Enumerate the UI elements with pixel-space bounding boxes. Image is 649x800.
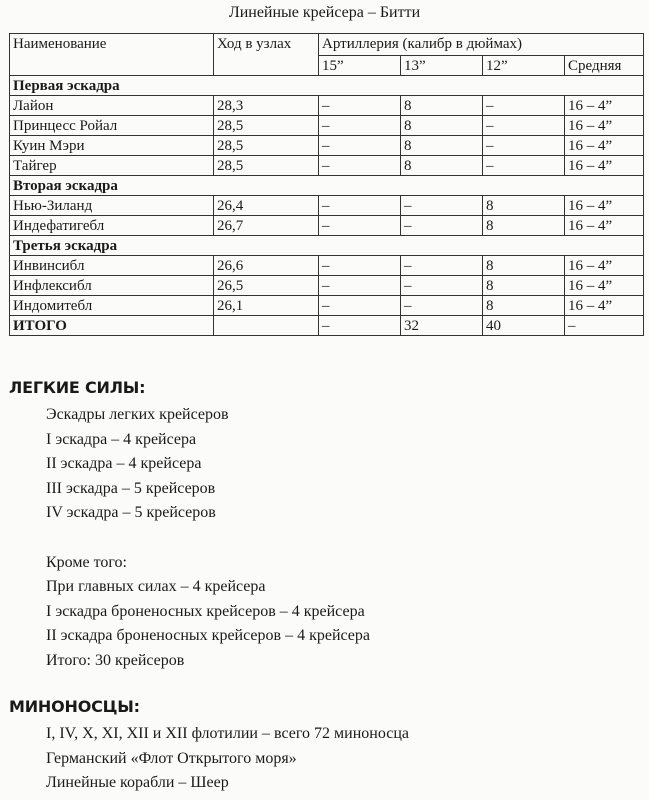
- ship-name: Лайон: [10, 96, 214, 116]
- light-forces-line: IV эскадра – 5 крейсеров: [46, 504, 216, 521]
- caliber-15-cell: –: [319, 256, 401, 276]
- light-forces-line: II эскадра броненосных крейсеров – 4 крейсера: [46, 627, 371, 644]
- ship-row: [10, 96, 644, 116]
- squadron-name: Вторая эскадра: [10, 176, 644, 196]
- caliber-13-cell: 8: [401, 136, 483, 156]
- caliber-13-cell: –: [401, 196, 483, 216]
- caliber-15-cell: –: [319, 316, 401, 336]
- ship-name: Тайгер: [10, 156, 214, 176]
- speed-cell: 26,5: [214, 276, 319, 296]
- caliber-12-cell: 8: [483, 296, 565, 316]
- header-name: Наименование: [10, 34, 214, 76]
- destroyers-line: Германский «Флот Открытого моря»: [46, 749, 297, 767]
- light-forces-line: При главных силах – 4 крейсера: [46, 578, 266, 595]
- ship-row: [10, 276, 644, 296]
- ship-row: [10, 136, 644, 156]
- caliber-13-cell: 8: [401, 156, 483, 176]
- caliber-12-cell: 8: [483, 276, 565, 296]
- ship-name: Куин Мэри: [10, 136, 214, 156]
- ship-row: [10, 116, 644, 136]
- speed-cell: 28,5: [214, 156, 319, 176]
- squadron-name: Первая эскадра: [10, 76, 644, 96]
- caliber-13-cell: 8: [401, 96, 483, 116]
- header-caliber-13: 13”: [401, 56, 483, 76]
- secondary-cell: 16 – 4”: [565, 156, 644, 176]
- speed-cell: 26,6: [214, 256, 319, 276]
- ship-name: Индомитебл: [10, 296, 214, 316]
- secondary-cell: 16 – 4”: [565, 196, 644, 216]
- caliber-12-cell: –: [483, 136, 565, 156]
- destroyers-line: I, IV, X, XI, XII и XII флотилии – всего 72 миноносца: [46, 725, 409, 742]
- ship-row: [10, 156, 644, 176]
- caliber-15-cell: –: [319, 96, 401, 116]
- caliber-12-cell: –: [483, 116, 565, 136]
- caliber-13-cell: –: [401, 276, 483, 296]
- light-forces-line: Эскадры легких крейсеров: [46, 406, 229, 423]
- caliber-12-cell: 8: [483, 256, 565, 276]
- battlecruiser-table: [9, 33, 644, 336]
- destroyers-heading: МИНОНОСЦЫ:: [9, 697, 140, 716]
- speed-cell: [214, 316, 319, 336]
- speed-cell: 26,4: [214, 196, 319, 216]
- caliber-12-cell: –: [483, 96, 565, 116]
- secondary-cell: 16 – 4”: [565, 136, 644, 156]
- caliber-12-cell: 40: [483, 316, 565, 336]
- secondary-cell: 16 – 4”: [565, 96, 644, 116]
- header-caliber-15: 15”: [319, 56, 401, 76]
- secondary-cell: 16 – 4”: [565, 116, 644, 136]
- light-forces-line: I эскадра – 4 крейсера: [46, 430, 197, 448]
- speed-cell: 28,5: [214, 136, 319, 156]
- ship-name: Инвинсибл: [10, 256, 214, 276]
- secondary-cell: 16 – 4”: [565, 216, 644, 236]
- squadron-row: [10, 76, 644, 96]
- total-row: [10, 316, 644, 336]
- speed-cell: 26,1: [214, 296, 319, 316]
- speed-cell: 26,7: [214, 216, 319, 236]
- caliber-13-cell: –: [401, 256, 483, 276]
- caliber-15-cell: –: [319, 276, 401, 296]
- caliber-12-cell: –: [483, 156, 565, 176]
- light-forces-section: [9, 378, 639, 673]
- caliber-13-cell: –: [401, 216, 483, 236]
- ship-name: Нью-Зиланд: [10, 196, 214, 216]
- ship-row: [10, 296, 644, 316]
- ship-name: Инфлексибл: [10, 276, 214, 296]
- ship-name: Принцесс Ройал: [10, 116, 214, 136]
- caliber-15-cell: –: [319, 196, 401, 216]
- header-artillery: Артиллерия (калибр в дюймах): [319, 34, 644, 56]
- secondary-cell: 16 – 4”: [565, 296, 644, 316]
- squadron-row: [10, 236, 644, 256]
- table-title: Линейные крейсера – Битти: [228, 4, 421, 21]
- ship-name: Индефатигебл: [10, 216, 214, 236]
- header-caliber-secondary: Средняя: [565, 56, 644, 76]
- caliber-15-cell: –: [319, 296, 401, 316]
- ship-row: [10, 196, 644, 216]
- secondary-cell: 16 – 4”: [565, 256, 644, 276]
- destroyers-line: Линейные корабли – Шеер: [46, 774, 229, 791]
- ship-row: [10, 256, 644, 276]
- caliber-15-cell: –: [319, 156, 401, 176]
- caliber-15-cell: –: [319, 116, 401, 136]
- caliber-13-cell: 32: [401, 316, 483, 336]
- light-forces-line: Кроме того:: [46, 553, 127, 571]
- light-forces-line: II эскадра – 4 крейсера: [46, 455, 202, 472]
- squadron-name: Третья эскадра: [10, 236, 644, 256]
- secondary-cell: 16 – 4”: [565, 276, 644, 296]
- squadron-row: [10, 176, 644, 196]
- ship-row: [10, 216, 644, 236]
- light-forces-heading: ЛЕГКИЕ СИЛЫ:: [9, 378, 146, 397]
- light-forces-line: Итого: 30 крейсеров: [46, 651, 185, 669]
- ship-name: ИТОГО: [10, 316, 214, 336]
- header-speed: Ход в узлах: [214, 34, 319, 76]
- header-caliber-12: 12”: [483, 56, 565, 76]
- light-forces-line: I эскадра броненосных крейсеров – 4 крейсера: [46, 602, 365, 620]
- destroyers-section: [9, 697, 639, 796]
- speed-cell: 28,3: [214, 96, 319, 116]
- light-forces-line: III эскадра – 5 крейсеров: [46, 479, 216, 497]
- speed-cell: 28,5: [214, 116, 319, 136]
- caliber-12-cell: 8: [483, 216, 565, 236]
- secondary-cell: –: [565, 316, 644, 336]
- caliber-13-cell: 8: [401, 116, 483, 136]
- caliber-12-cell: 8: [483, 196, 565, 216]
- caliber-13-cell: –: [401, 296, 483, 316]
- caliber-15-cell: –: [319, 136, 401, 156]
- caliber-15-cell: –: [319, 216, 401, 236]
